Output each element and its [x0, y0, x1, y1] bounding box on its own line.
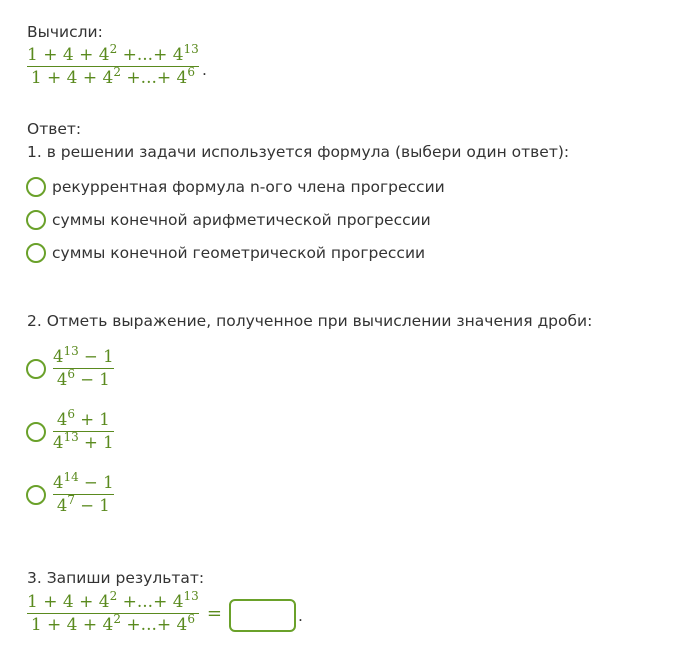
q3-equals: = — [206, 603, 222, 624]
task-period: . — [202, 61, 207, 79]
task-title: Вычисли: — [27, 23, 103, 41]
q2-option-2[interactable] — [26, 409, 114, 454]
q3-answer-input[interactable] — [229, 599, 296, 632]
q1-option-3-label: суммы конечной геометрической прогрессии — [52, 244, 426, 262]
q1-option-1-label: рекуррентная формула n-ого члена прогрессии — [52, 178, 445, 196]
task-expression — [27, 44, 199, 89]
task-numerator: $1 + 4 + 4^2$ +...+ $4^{13}$ — [27, 42, 199, 65]
q3-period: . — [298, 607, 303, 625]
q2-option-2-fraction: $\frac{4^6 + 1}{4^{13} + 1}$ — [53, 407, 114, 452]
answer-label: Ответ: — [27, 120, 82, 138]
q3-denominator: $1 + 4 + 4^2$ +...+ $4^6$ — [30, 612, 195, 635]
q2-option-3[interactable] — [26, 472, 114, 517]
q1-option-3[interactable] — [26, 243, 425, 263]
q1-option-2-radio[interactable] — [26, 210, 46, 230]
q3-fraction — [27, 591, 199, 636]
q1-option-3-radio[interactable] — [26, 243, 46, 263]
q1-option-1[interactable] — [26, 177, 445, 197]
q2-option-2-radio[interactable] — [26, 422, 46, 442]
task-denominator: $1 + 4 + 4^2$ +...+ $4^6$ — [30, 65, 195, 88]
q3-numerator: $1 + 4 + 4^2$ +...+ $4^{13}$ — [27, 589, 199, 612]
q2-option-3-radio[interactable] — [26, 485, 46, 505]
q1-option-2-label: суммы конечной арифметической прогрессии — [52, 211, 431, 229]
q2-option-1-fraction: $\frac{4^{13} - 1}{4^6 - 1}$ — [53, 344, 114, 389]
q1-prompt: 1. в решении задачи используется формула (выбери один ответ): — [27, 143, 570, 161]
q2-option-1-radio[interactable] — [26, 359, 46, 379]
q3-expression — [27, 591, 222, 636]
q2-option-3-fraction: $\frac{4^{14} - 1}{4^7 - 1}$ — [53, 470, 114, 515]
q2-prompt: 2. Отметь выражение, полученное при вычислении значения дроби: — [27, 312, 593, 330]
task-fraction — [27, 44, 199, 89]
q1-option-2[interactable] — [26, 210, 431, 230]
q1-option-1-radio[interactable] — [26, 177, 46, 197]
q2-option-1[interactable] — [26, 346, 114, 391]
q3-prompt: 3. Запиши результат: — [27, 569, 205, 587]
